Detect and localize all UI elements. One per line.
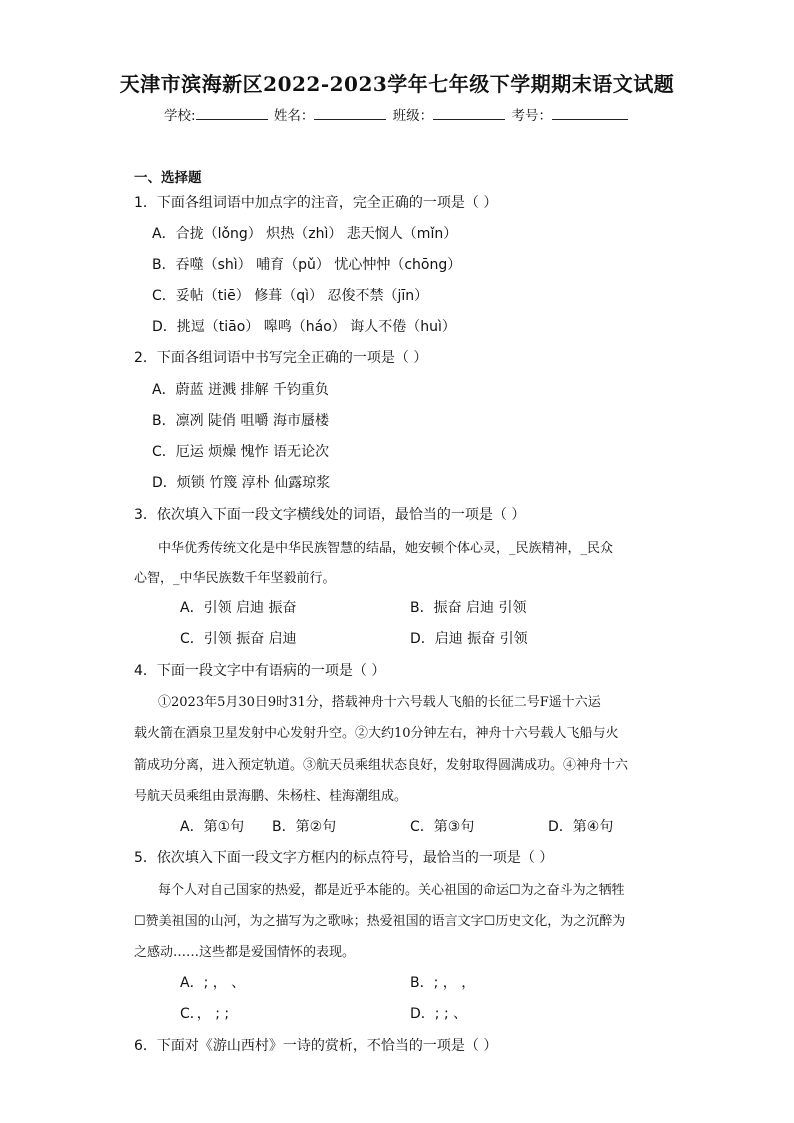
name-label: 姓名： (273, 108, 315, 124)
question-4-passage-line-3: 箭成功分离，进入预定轨道。③航天员乘组状态良好，发射取得圆满成功。④神舟十六 (134, 758, 629, 773)
question-3-option-a: A．引领 启迪 振奋 (180, 600, 297, 616)
school-blank (196, 105, 268, 120)
question-4-passage-line-2: 载火箭在酒泉卫星发射中心发射升空。②大约10分钟左右，神舟十六号载人飞船与火 (134, 726, 619, 741)
question-6-stem: 6．下面对《游山西村》一诗的赏析，不恰当的一项是（ ） (134, 1038, 498, 1054)
question-4-option-a: A．第①句 (180, 819, 245, 835)
question-3-stem: 3．依次填入下面一段文字横线处的词语，最恰当的一项是（ ） (134, 507, 526, 523)
exam-number-blank (552, 105, 628, 120)
page-title: 天津市滨海新区2022-2023学年七年级下学期期末语文试题 (119, 72, 675, 96)
question-4-option-d: D．第④句 (548, 819, 614, 835)
class-blank (433, 105, 505, 120)
question-4-option-b: B．第②句 (272, 819, 337, 835)
school-label: 学校: (164, 108, 196, 124)
question-2-option-d: D．烦锁 竹篾 淳朴 仙露琼浆 (152, 475, 331, 491)
question-2-option-c: C．厄运 烦燥 愧怍 语无论次 (152, 444, 330, 460)
question-3-passage-line-1: 中华优秀传统文化是中华民族智慧的结晶，她安顿个体心灵，_民族精神，_民众 (158, 541, 614, 556)
question-4-passage-line-1: ①2023年5月30日9时31分，搭载神舟十六号载人飞船的长征二号F遥十六运 (158, 695, 601, 710)
student-info-line (0, 104, 794, 124)
question-2-option-b: B．凛冽 陡俏 咀嚼 海市蜃楼 (152, 413, 329, 429)
question-1-option-b: B．吞噬（shì） 哺育（pǔ） 忧心忡忡（chōng） (152, 257, 462, 273)
question-3-option-b: B．振奋 启迪 引领 (410, 600, 527, 616)
question-3-option-c: C．引领 振奋 启迪 (180, 631, 297, 647)
question-5-option-c: C．， ; ; (180, 1006, 230, 1022)
section-heading: 一、选择题 (134, 170, 202, 186)
question-5-option-b: B．; ， ， (410, 975, 476, 991)
question-2-stem: 2．下面各组词语中书写完全正确的一项是（ ） (134, 350, 428, 366)
exam-number-label: 考号： (511, 108, 552, 124)
question-4-stem: 4．下面一段文字中有语病的一项是（ ） (134, 663, 386, 679)
question-1-option-d: D．挑逗（tiāo） 嗥鸣（háo） 诲人不倦（huì） (152, 319, 456, 335)
question-4-passage-line-4: 号航天员乘组由景海鹏、朱杨柱、桂海潮组成。 (134, 789, 408, 804)
question-5-option-a: A．; ， 、 (180, 975, 246, 991)
question-3-passage-line-2: 心智，_中华民族数千年坚毅前行。 (134, 571, 336, 586)
question-1-option-c: C．妥帖（tiē） 修葺（qì） 忍俊不禁（jīn） (152, 288, 429, 304)
question-5-passage-line-3: 之感动……这些都是爱国情怀的表现。 (134, 945, 356, 960)
question-5-option-d: D．; ; 、 (410, 1006, 468, 1022)
class-label: 班级： (392, 108, 434, 124)
question-2-option-a: A．蔚蓝 迸溅 排解 千钧重负 (152, 382, 329, 398)
question-5-passage-line-1: 每个人对自己国家的热爱，都是近乎本能的。关心祖国的命运☐为之奋斗为之牺牲 (158, 883, 625, 898)
question-5-passage-line-2: ☐赞美祖国的山河，为之描写为之歌咏；热爱祖国的语言文字☐历史文化，为之沉醉为 (134, 914, 626, 929)
name-blank (314, 105, 386, 120)
question-5-stem: 5．依次填入下面一段文字方框内的标点符号，最恰当的一项是（ ） (134, 850, 554, 866)
question-1-option-a: A．合拢（lǒng） 炽热（zhì） 悲天悯人（mǐn） (152, 226, 458, 242)
question-4-option-c: C．第③句 (410, 819, 475, 835)
question-3-option-d: D．启迪 振奋 引领 (410, 631, 528, 647)
question-1-stem: 1．下面各组词语中加点字的注音，完全正确的一项是（ ） (134, 195, 498, 211)
